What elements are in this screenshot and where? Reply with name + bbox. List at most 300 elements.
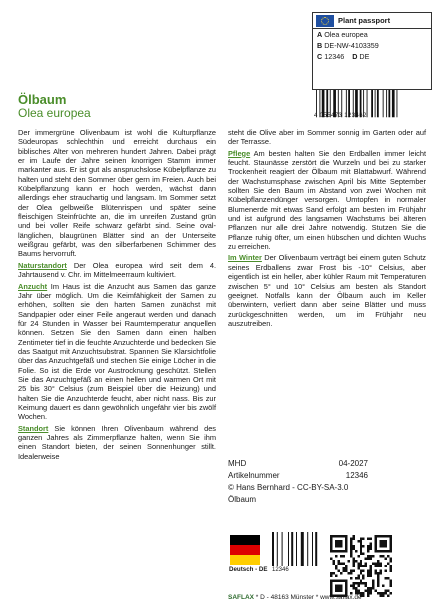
qr-module: [372, 582, 374, 584]
page-title: Ölbaum: [18, 92, 67, 107]
qr-module: [345, 585, 347, 587]
qr-module: [360, 547, 362, 549]
qr-module: [367, 547, 369, 549]
qr-module: [345, 547, 347, 549]
qr-module: [332, 580, 334, 582]
qr-module: [350, 547, 352, 549]
qr-module: [340, 555, 342, 557]
qr-module: [340, 585, 342, 587]
qr-module: [337, 570, 339, 572]
qr-module: [360, 572, 362, 574]
qr-module: [340, 587, 342, 589]
qr-module: [377, 572, 379, 574]
qr-module: [367, 572, 369, 574]
qr-module: [390, 565, 392, 567]
barcode-bar: [315, 532, 317, 566]
qr-module: [352, 547, 354, 549]
qr-module: [375, 540, 377, 542]
qr-module: [335, 580, 337, 582]
qr-module: [375, 562, 377, 564]
qr-module: [330, 587, 332, 589]
qr-module: [365, 562, 367, 564]
qr-module: [367, 555, 369, 557]
qr-module: [357, 555, 359, 557]
qr-module: [377, 585, 379, 587]
qr-module: [360, 550, 362, 552]
german-flag-icon: [230, 535, 260, 565]
qr-module: [335, 540, 337, 542]
qr-module: [345, 587, 347, 589]
qr-module: [360, 545, 362, 547]
qr-module: [357, 565, 359, 567]
qr-module: [362, 595, 364, 597]
qr-module: [377, 550, 379, 552]
qr-module: [382, 540, 384, 542]
brand-name: SAFLAX: [228, 594, 254, 601]
qr-module: [367, 590, 369, 592]
qr-module: [367, 545, 369, 547]
qr-module: [342, 570, 344, 572]
qr-module: [337, 580, 339, 582]
qr-module: [367, 587, 369, 589]
barcode-bar: [312, 532, 313, 566]
qr-module: [390, 537, 392, 539]
section-pflege: Pflege Am besten halten Sie den Erdballen immer leicht feucht. Staunässe zerstört die Wurzeln und bei zu starker Trockenheit reagiert der Ölbaum mit Blattabwurf. Während der Wachstumsphase zwischen April bis Mitte September sollten Sie den Baum im Abstand von zwei Wochen mit Kübelpflanzendünger versorgen. Umtopfen in normaler Blumenerde mit etwas Sand erfolgt am besten im Frühjahr und ist aufgrund des langsamen Wachstums bei älteren Pflanzen nur alle drei Jahre notwendig. Stutzen Sie die Pflanze ruhig öfter, um einen hübschen und dichten Wuchs zu erreichen.: [228, 148, 426, 252]
qr-module: [335, 567, 337, 569]
qr-module: [387, 550, 389, 552]
qr-module: [360, 580, 362, 582]
qr-module: [385, 570, 387, 572]
qr-module: [367, 592, 369, 594]
qr-module: [382, 550, 384, 552]
qr-module: [375, 542, 377, 544]
qr-module: [370, 567, 372, 569]
qr-module: [330, 585, 332, 587]
qr-module: [345, 542, 347, 544]
qr-module: [365, 565, 367, 567]
qr-module: [342, 535, 344, 537]
qr-module: [365, 590, 367, 592]
product-name: Ölbaum: [228, 495, 257, 504]
passport-row-cd: C 12346 D DE: [317, 52, 370, 61]
qr-module: [382, 555, 384, 557]
qr-module: [390, 557, 392, 559]
qr-module: [377, 577, 379, 579]
qr-module: [330, 580, 332, 582]
article-row: Artikelnummer 12346: [228, 471, 368, 480]
qr-module: [390, 547, 392, 549]
qr-module: [332, 535, 334, 537]
qr-module: [345, 580, 347, 582]
qr-module: [330, 545, 332, 547]
passport-header: [313, 13, 431, 29]
qr-module: [345, 567, 347, 569]
qr-module: [352, 582, 354, 584]
qr-module: [357, 575, 359, 577]
barcode-bar: [272, 532, 274, 566]
qr-module: [335, 550, 337, 552]
barcode-bar: [307, 532, 308, 566]
qr-module: [350, 577, 352, 579]
standort-continued: steht die Olive aber im Sommer sonnig im Garten oder auf der Terrasse.: [228, 128, 426, 147]
qr-module: [390, 542, 392, 544]
qr-module: [390, 545, 392, 547]
qr-module: [385, 550, 387, 552]
qr-module: [390, 585, 392, 587]
qr-module: [385, 557, 387, 559]
section-heading: Standort: [18, 423, 49, 433]
qr-module: [352, 557, 354, 559]
qr-module: [370, 565, 372, 567]
qr-module: [362, 552, 364, 554]
qr-module: [390, 560, 392, 562]
qr-module: [345, 540, 347, 542]
qr-module: [377, 575, 379, 577]
qr-module: [350, 572, 352, 574]
article-barcode-number: 12346: [272, 567, 289, 573]
qr-module: [375, 535, 377, 537]
qr-module: [367, 557, 369, 559]
qr-module: [357, 567, 359, 569]
qr-module: [330, 575, 332, 577]
qr-module: [355, 582, 357, 584]
section-heading: Pflege: [228, 148, 251, 158]
barcode-number: 4 055473 123462: [314, 113, 367, 119]
qr-module: [390, 535, 392, 537]
qr-module: [345, 550, 347, 552]
qr-module: [350, 542, 352, 544]
qr-module: [370, 587, 372, 589]
qr-module: [355, 587, 357, 589]
qr-module: [382, 535, 384, 537]
qr-module: [370, 590, 372, 592]
qr-module: [377, 582, 379, 584]
qr-module: [387, 555, 389, 557]
qr-module: [357, 540, 359, 542]
text-column-left: [18, 128, 216, 463]
barcode-bar: [388, 90, 390, 117]
qr-module: [347, 560, 349, 562]
qr-module: [387, 577, 389, 579]
qr-module: [360, 552, 362, 554]
qr-module: [375, 570, 377, 572]
qr-module: [330, 590, 332, 592]
qr-module: [350, 585, 352, 587]
qr-module: [342, 550, 344, 552]
section-heading: Im Winter: [228, 253, 262, 263]
qr-module: [365, 557, 367, 559]
qr-module: [372, 562, 374, 564]
qr-module: [330, 572, 332, 574]
qr-module: [330, 537, 332, 539]
section-naturstandort: Naturstandort Der Olea europea wird seit dem 4. Jahrtausend v. Chr. im Mittelmeerraum kultiviert.: [18, 260, 216, 280]
qr-module: [337, 587, 339, 589]
qr-module: [380, 555, 382, 557]
qr-module: [375, 550, 377, 552]
qr-module: [390, 580, 392, 582]
qr-module: [352, 560, 354, 562]
qr-module: [387, 590, 389, 592]
qr-module: [370, 537, 372, 539]
qr-module: [370, 592, 372, 594]
qr-module: [332, 562, 334, 564]
qr-module: [352, 585, 354, 587]
qr-module: [360, 562, 362, 564]
qr-module: [385, 565, 387, 567]
qr-module: [370, 542, 372, 544]
qr-module: [380, 572, 382, 574]
qr-module: [337, 560, 339, 562]
qr-module: [330, 582, 332, 584]
qr-module: [350, 545, 352, 547]
qr-module: [352, 570, 354, 572]
qr-module: [360, 570, 362, 572]
qr-code: [330, 535, 392, 597]
section-standort: Standort Sie können Ihren Olivenbaum während des ganzen Jahres als Zimmerpflanze halten, wenn Sie ihm einen Standort bieten, der seinen Sonnenhunger stillt. Idealerweise: [18, 423, 216, 461]
qr-module: [365, 582, 367, 584]
qr-module: [370, 557, 372, 559]
qr-module: [355, 560, 357, 562]
qr-module: [380, 535, 382, 537]
qr-module: [375, 590, 377, 592]
qr-module: [337, 535, 339, 537]
qr-module: [335, 585, 337, 587]
botanical-name: Olea europea: [18, 106, 91, 120]
qr-module: [337, 562, 339, 564]
qr-module: [362, 565, 364, 567]
qr-module: [337, 590, 339, 592]
qr-module: [377, 562, 379, 564]
qr-module: [345, 535, 347, 537]
qr-module: [382, 595, 384, 597]
qr-module: [345, 537, 347, 539]
qr-module: [382, 585, 384, 587]
qr-module: [380, 595, 382, 597]
qr-module: [355, 550, 357, 552]
qr-module: [360, 540, 362, 542]
qr-module: [350, 555, 352, 557]
qr-module: [372, 585, 374, 587]
qr-module: [387, 535, 389, 537]
qr-module: [380, 592, 382, 594]
qr-module: [362, 582, 364, 584]
qr-module: [370, 575, 372, 577]
qr-module: [362, 545, 364, 547]
qr-module: [390, 570, 392, 572]
qr-module: [367, 537, 369, 539]
qr-module: [330, 540, 332, 542]
barcode-bar: [375, 90, 376, 117]
qr-module: [380, 540, 382, 542]
qr-module: [330, 542, 332, 544]
qr-module: [377, 560, 379, 562]
qr-module: [377, 535, 379, 537]
qr-module: [342, 555, 344, 557]
qr-module: [352, 587, 354, 589]
qr-module: [367, 575, 369, 577]
barcode-bar: [296, 532, 297, 566]
language-label: Deutsch - DE: [229, 566, 268, 573]
qr-module: [352, 535, 354, 537]
section-heading: Anzucht: [18, 281, 48, 291]
qr-module: [340, 535, 342, 537]
qr-module: [360, 537, 362, 539]
qr-module: [390, 592, 392, 594]
qr-module: [350, 550, 352, 552]
qr-module: [350, 552, 352, 554]
qr-module: [380, 545, 382, 547]
qr-module: [357, 590, 359, 592]
section-anzucht: Anzucht Im Haus ist die Anzucht aus Samen das ganze Jahr über möglich. Um die Keimfähigkeit der Samen zu erhöhen, sollten sie den harten Samen zunächst mit Sandpapier oder einer Feile angeraut werden und danach für 24 Stunden in Wasser bei Raumtemperatur anquellen können. Setzen Sie den Samen dann einen halben Zentimeter tief in die feuchte Anzuchterde und bedecken Sie das Saatgut mit Anzuchtsubstrat. Spannen Sie Klarsichtfolie über das Anzuchtgefäß und stechen Sie einige Löcher in die Folie. So ist die Erde vor Austrocknung geschützt. Stellen Sie das Anzuchtgefäß an einen hellen und warmen Ort mit 25 bis 30° Celsius (zum Beispiel über die Heizung) und halten Sie die Anzuchterde feucht, aber nicht nass. Bis zur Keimung dauert es dann gewöhnlich ungefähr vier bis zwölf Wochen.: [18, 281, 216, 422]
qr-module: [380, 570, 382, 572]
qr-module: [377, 580, 379, 582]
qr-module: [335, 535, 337, 537]
qr-module: [362, 577, 364, 579]
qr-module: [335, 565, 337, 567]
section-heading: Naturstandort: [18, 260, 67, 270]
qr-module: [385, 590, 387, 592]
qr-module: [345, 570, 347, 572]
passport-row-b: B DE-NW-4103359: [317, 41, 379, 50]
qr-module: [337, 545, 339, 547]
barcode-bar: [386, 90, 387, 117]
qr-module: [390, 567, 392, 569]
qr-module: [350, 540, 352, 542]
qr-module: [362, 537, 364, 539]
qr-module: [332, 560, 334, 562]
qr-module: [352, 565, 354, 567]
qr-module: [385, 592, 387, 594]
qr-module: [362, 575, 364, 577]
qr-module: [385, 540, 387, 542]
barcode-bar: [291, 532, 293, 566]
qr-module: [355, 577, 357, 579]
footer-address: * D - 48163 Münster * www.saflax.de: [254, 594, 362, 601]
qr-module: [335, 542, 337, 544]
qr-module: [345, 582, 347, 584]
qr-module: [377, 592, 379, 594]
qr-module: [390, 550, 392, 552]
barcode-bar: [277, 532, 278, 566]
barcode-bar: [282, 532, 283, 566]
qr-module: [352, 545, 354, 547]
qr-module: [375, 572, 377, 574]
qr-module: [380, 565, 382, 567]
text-column-right: [228, 128, 426, 330]
qr-module: [345, 565, 347, 567]
qr-module: [372, 587, 374, 589]
qr-module: [390, 540, 392, 542]
qr-module: [335, 545, 337, 547]
qr-module: [352, 562, 354, 564]
qr-module: [330, 547, 332, 549]
barcode-bar: [383, 90, 384, 117]
qr-module: [375, 545, 377, 547]
barcode-bar: [288, 532, 289, 566]
qr-module: [380, 562, 382, 564]
qr-module: [370, 555, 372, 557]
qr-module: [335, 575, 337, 577]
qr-module: [357, 585, 359, 587]
qr-module: [337, 542, 339, 544]
qr-module: [345, 545, 347, 547]
eu-flag-icon: [316, 15, 334, 27]
qr-module: [377, 565, 379, 567]
barcode-bar: [377, 90, 379, 117]
qr-module: [370, 570, 372, 572]
qr-module: [340, 562, 342, 564]
barcode-bar: [397, 90, 398, 117]
qr-module: [357, 582, 359, 584]
qr-module: [330, 535, 332, 537]
qr-module: [362, 592, 364, 594]
copyright: © Hans Bernhard - CC-BY-SA-3.0: [228, 483, 349, 492]
qr-module: [352, 537, 354, 539]
intro-paragraph: Der immergrüne Olivenbaum ist wohl die Kulturpflanze Südeuropas schlechthin und erreicht durchaus ein biblisches Alter von mehreren hundert Jahren. Dabei prägt er im Laufe der Jahre seinen knorrigen Stamm immer markanter aus. Er ist gut als anspruchslose Kübelpflanze zu halten und steht den Sommer über gern im Freien. Auch bei Kübelpflanzung kann er hoch werden, wächst dann allerdings eher strauchartig und langsam. Im Sommer setzt der Olea gelbweiße Blütenrispen und später seine fleischigen Steinfrüchte an, die im unreifen Zustand grün und bei voller Reife schwarz gefärbt sind. Seine oval-länglichen, blaugrünen Blätter sind an der Unterseite weißgrau gefärbt, was den silberfarbenen Schimmer des Baums hervorruft.: [18, 128, 216, 259]
qr-module: [337, 540, 339, 542]
qr-module: [385, 577, 387, 579]
qr-module: [367, 595, 369, 597]
qr-module: [340, 550, 342, 552]
qr-module: [385, 535, 387, 537]
qr-module: [357, 562, 359, 564]
qr-module: [370, 572, 372, 574]
qr-module: [342, 580, 344, 582]
qr-module: [332, 572, 334, 574]
section-im-winter: Im Winter Der Olivenbaum verträgt bei einem guten Schutz seines Erdballens zwar Frost bis -10° Celsius, aber eigentlich ist ein heller, aber kühler Raum mit Temperaturen zwischen 5° und 10° Celsius am besten als Standort geeignet. Notfalls kann der Ölbaum auch im Keller überwintern, verliert dann aber seine Blätter und muss zurückgeschnitten werden, um im Frühjahr neu auszutreiben.: [228, 253, 426, 328]
qr-module: [385, 542, 387, 544]
qr-module: [370, 547, 372, 549]
passport-row-a: A Olea europea: [317, 30, 368, 39]
qr-module: [340, 542, 342, 544]
qr-module: [372, 555, 374, 557]
qr-module: [380, 542, 382, 544]
qr-module: [360, 565, 362, 567]
qr-module: [340, 545, 342, 547]
qr-module: [375, 547, 377, 549]
qr-module: [335, 555, 337, 557]
qr-module: [380, 550, 382, 552]
qr-module: [367, 550, 369, 552]
barcode-bar: [371, 90, 373, 117]
qr-module: [350, 570, 352, 572]
qr-module: [370, 545, 372, 547]
qr-module: [362, 570, 364, 572]
plant-passport: [312, 12, 432, 90]
qr-module: [345, 590, 347, 592]
qr-module: [360, 582, 362, 584]
qr-module: [335, 590, 337, 592]
qr-module: [342, 562, 344, 564]
qr-module: [357, 577, 359, 579]
qr-module: [347, 572, 349, 574]
qr-module: [387, 562, 389, 564]
qr-module: [382, 592, 384, 594]
qr-module: [330, 557, 332, 559]
barcode-bar: [301, 532, 304, 566]
qr-module: [337, 585, 339, 587]
qr-module: [340, 580, 342, 582]
qr-module: [340, 540, 342, 542]
qr-module: [385, 545, 387, 547]
product-info: [228, 458, 368, 506]
qr-module: [360, 542, 362, 544]
passport-title: Plant passport: [338, 15, 391, 25]
qr-module: [375, 565, 377, 567]
barcode-bar: [392, 90, 395, 117]
qr-module: [372, 580, 374, 582]
qr-module: [355, 590, 357, 592]
